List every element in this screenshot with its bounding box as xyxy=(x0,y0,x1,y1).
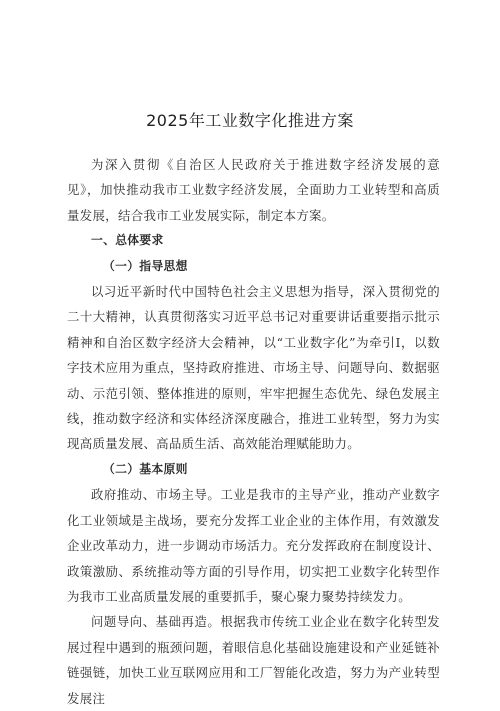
subsection-heading-basic-principles: （二）基本原则 xyxy=(103,461,188,476)
principle-paragraph-government-market: 政府推动、市场主导。工业是我市的主导产业，推动产业数字化工业领域是主战场，要充分发挥工业企业的主体作用，有效激发企业改革动力，进一步调动市场活力。充分发挥政府在制度设计、政策激励、系统推动等方面的引导作用，切实把工业数字化转型作为我市工业高质量发展的重要抓手，聚心聚力聚势持续发力。 xyxy=(67,487,440,604)
guiding-ideology-paragraph: 以习近平新时代中国特色社会主义思想为指导，深入贯彻党的二十大精神，认真贯彻落实习近平总书记对重要讲话重要指示批示精神和自治区数字经济大会精神，以“工业数字化”为牵引Ⅰ，以数字技术应用为重点，坚持政府推进、市场主导、问题导向、数据驱动、示范引领、整体推进的原则，牢牢把握生态优先、绿色发展主线，推动数字经济和实体经济深度融合，推进工业转型，努力为实现高质量发展、高品质生活、高效能治理赋能助力。 xyxy=(67,284,440,452)
subsection-heading-guiding-ideology: （一）指导思想 xyxy=(103,258,188,273)
document-title: 2025年工业数字化推进方案 xyxy=(146,111,354,130)
document-body xyxy=(67,152,440,711)
section-heading-general-requirements: 一、总体要求 xyxy=(91,233,164,248)
principle-paragraph-problem-oriented: 问题导向、基础再造。根据我市传统工业企业在数字化转型发展过程中遇到的瓶颈问题，着眼信息化基础设施建设和产业延链补链强链，加快工业互联网应用和工厂智能化改造，努力为产业转型发展注 xyxy=(67,614,440,706)
intro-paragraph: 为深入贯彻《自治区人民政府关于推进数字经济发展的意见》，加快推动我市工业数字经济发展，全面助力工业转型和高质量发展，结合我市工业发展实际，制定本方案。 xyxy=(67,157,440,223)
